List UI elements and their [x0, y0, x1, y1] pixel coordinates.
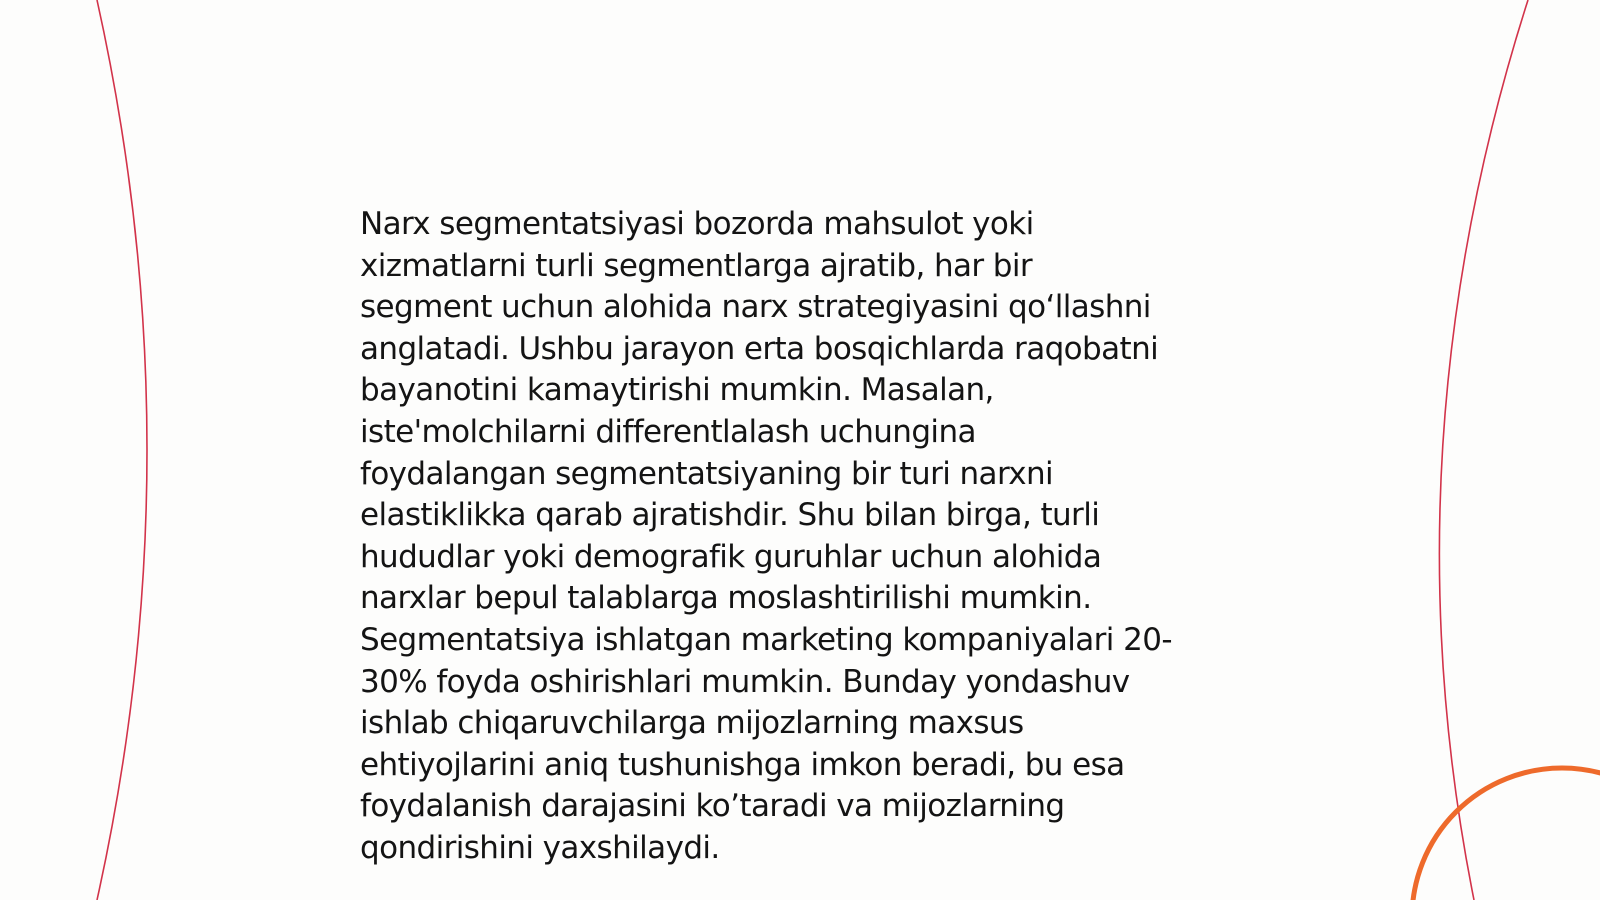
- body-text: Narx segmentatsiyasi bozorda mahsulot yoki xizmatlarni turli segmentlarga ajratib, har bir segment uchun alohida narx strategiyasini qo‘llashni anglatadi. Ushbu jarayon erta bosqichlarda raqobatni bayanotini kamaytirishi mumkin. Masalan, iste'molchilarni differentlalash uchungina foydalangan segmentatsiyaning bir turi narxni elastiklikka qarab ajratishdir. Shu bilan birga, turli hududlar yoki demografik guruhlar uchun alohida narxlar bepul talablarga moslashtirilishi mumkin. Segmentatsiya ishlatgan marketing kompaniyalari 20- 30% foyda oshirishlari mumkin. Bunday yondashuv ishlab chiqaruvchilarga mijozlarning maxsus ehtiyojlarini aniq tushunishga imkon beradi, bu esa foydalanish darajasini ko’taradi va mijozlarning qondirishini yaxshilaydi.: [360, 206, 1172, 866]
- accent-circle-outline: [1412, 768, 1600, 900]
- right-arc-line: [1439, 0, 1528, 900]
- left-arc-line: [97, 0, 147, 900]
